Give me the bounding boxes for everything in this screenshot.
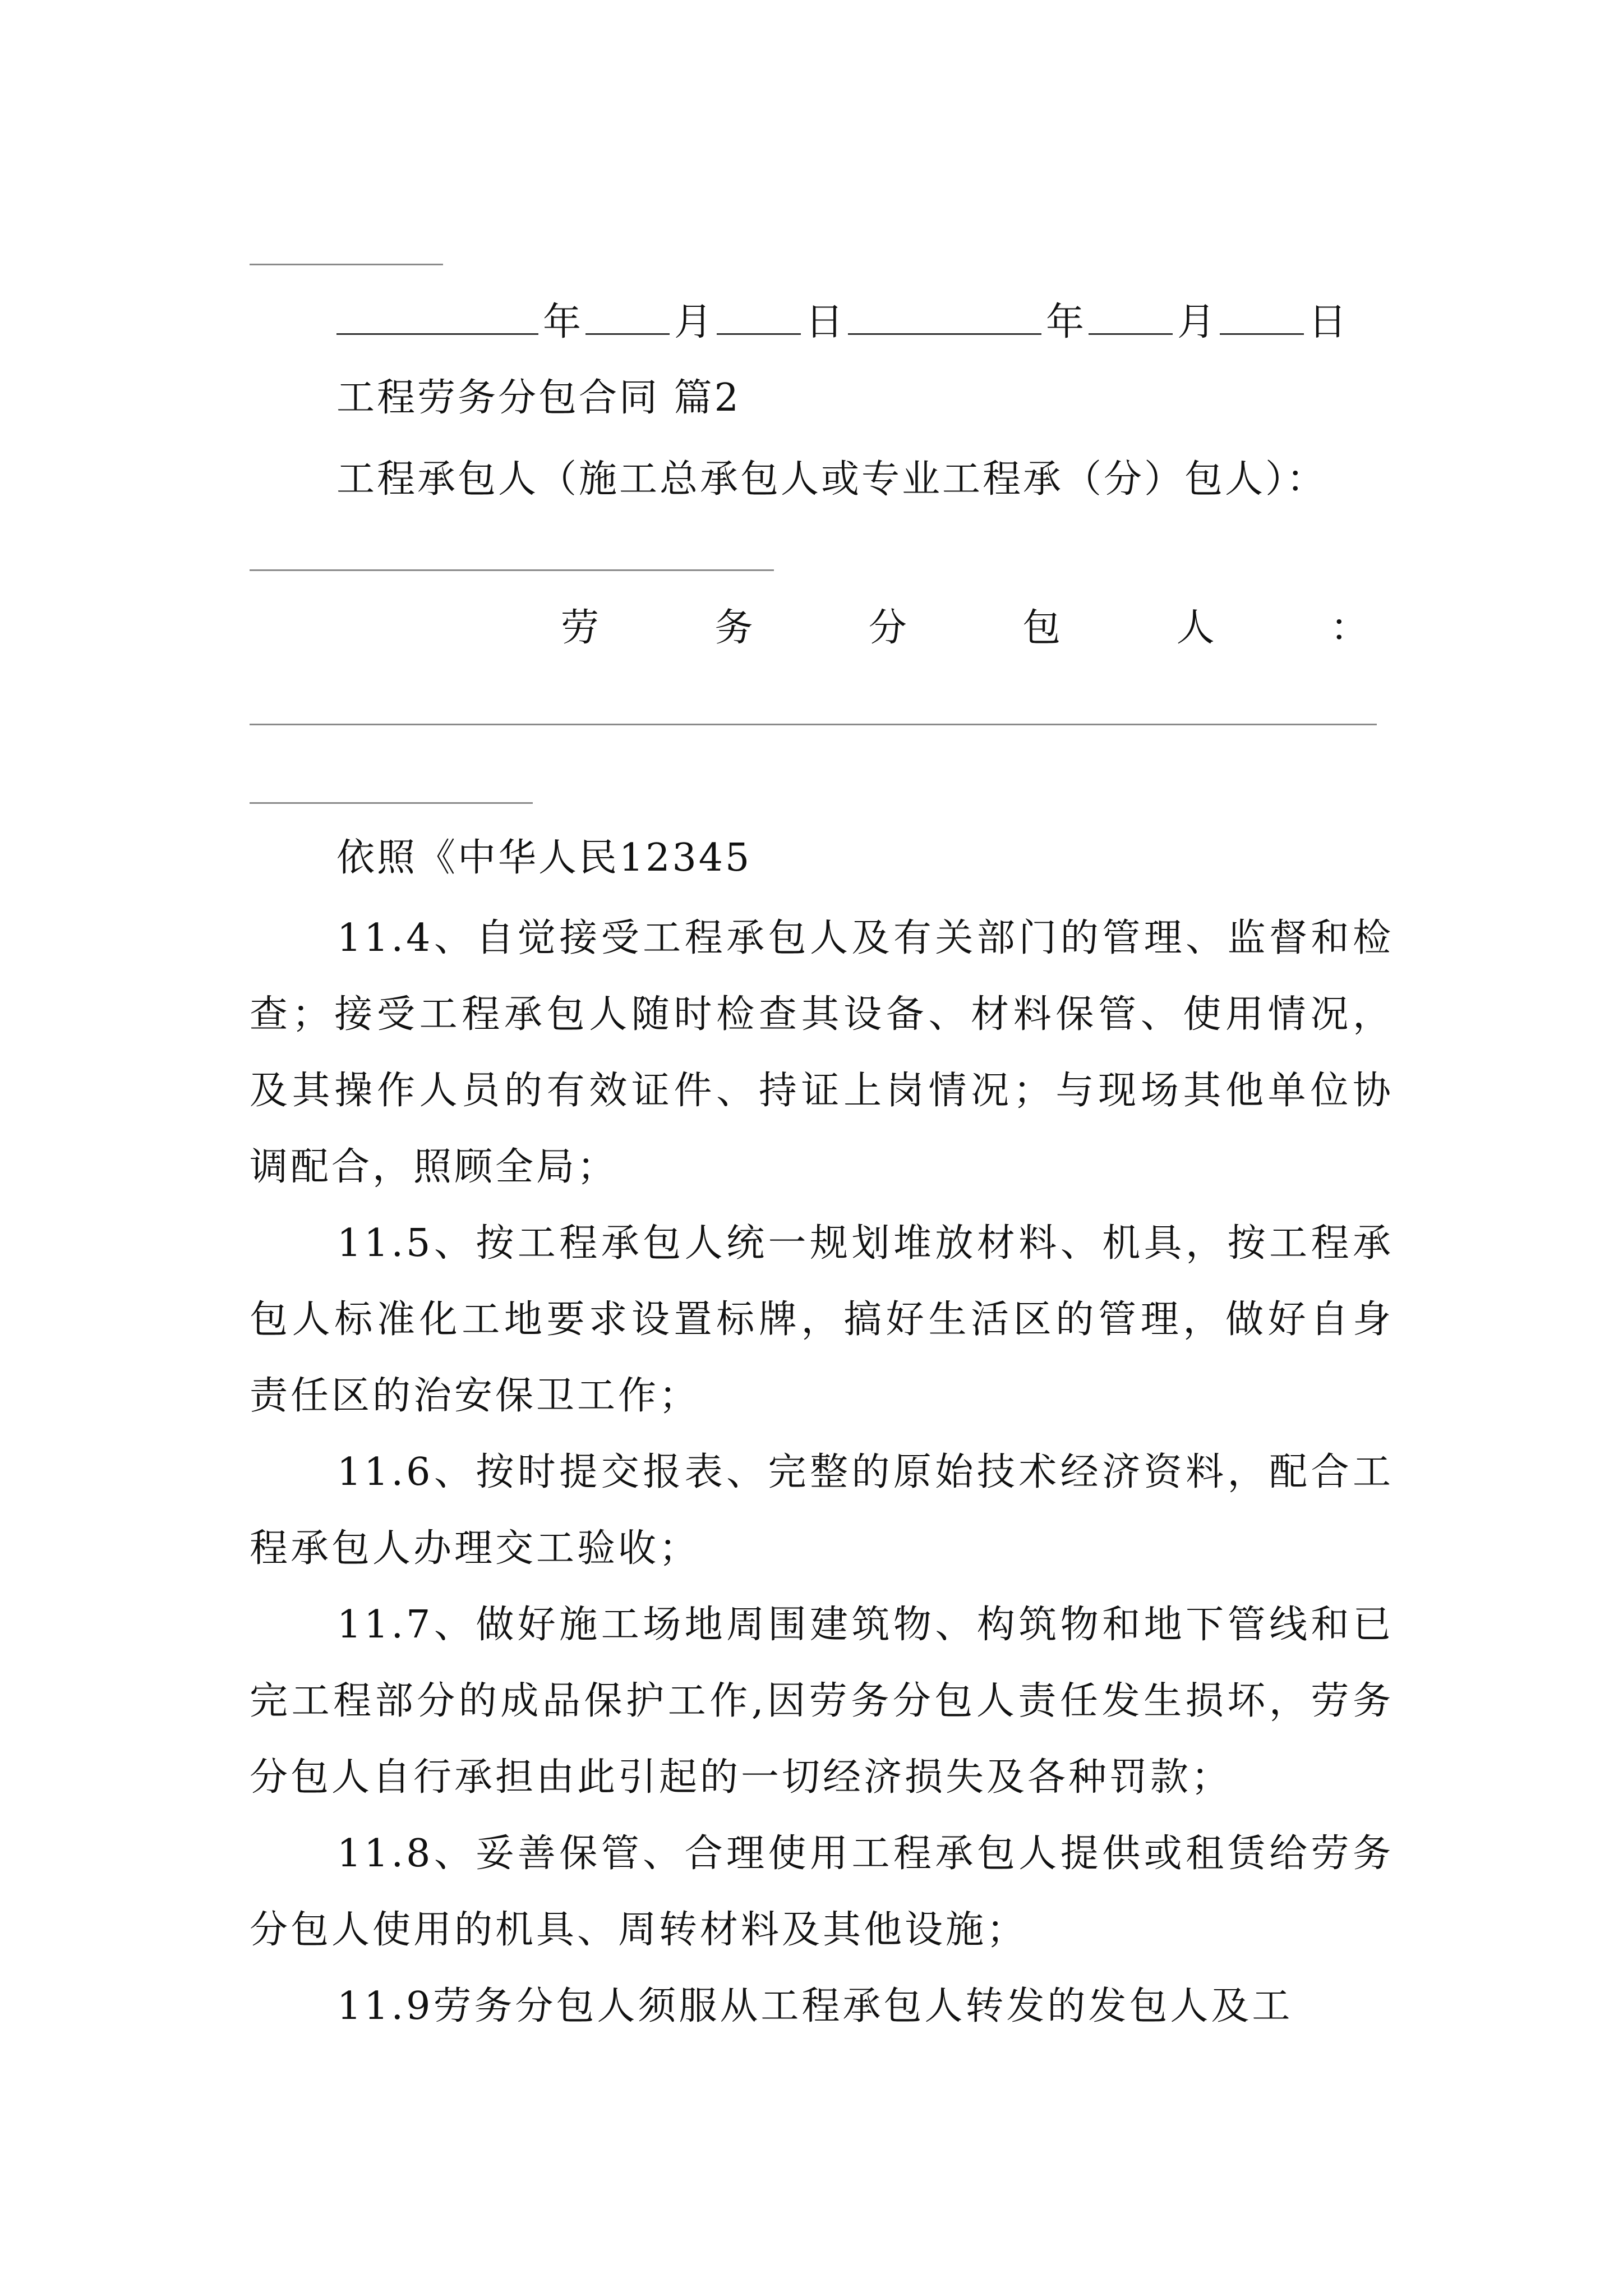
clause-paragraph: 11.5、按工程承包人统一规划堆放材料、机具，按工程承包人标准化工地要求设置标牌，搞好生活区的管理，做好自身责任区的治安保卫工作； bbox=[250, 1221, 1394, 1418]
day-blank-2[interactable] bbox=[1220, 297, 1304, 335]
subcontractor-fill-line[interactable] bbox=[250, 724, 1377, 725]
clause-paragraph: 11.7、做好施工场地周围建筑物、构筑物和地下管线和已完工程部分的成品保护工作,因劳务分包人责任发生损坏，劳务分包人自行承担由此引起的一切经济损失及各种罚款； bbox=[250, 1603, 1394, 1800]
year-label-2: 年 bbox=[1046, 300, 1085, 344]
clause-paragraph: 11.4、自觉接受工程承包人及有关部门的管理、监督和检查；接受工程承包人随时检查其设备、材料保管、使用情况，及其操作人员的有效证件、持证上岗情况；与现场其他单位协调配合，照顾全局； bbox=[250, 916, 1394, 1189]
contract-heading: 工程劳务分包合同 篇2 bbox=[336, 376, 741, 420]
clause-paragraph: 11.9劳务分包人须服从工程承包人转发的发包人及工 bbox=[337, 1984, 1293, 2028]
basis-line: 依照《中华人民12345 bbox=[336, 836, 752, 880]
contractor-label: 工程承包人（施工总承包人或专业工程承（分）包人）： bbox=[336, 457, 1327, 501]
month-label-1: 月 bbox=[674, 300, 713, 344]
date-row bbox=[336, 297, 1351, 345]
body-text bbox=[250, 900, 1394, 2045]
subcontractor-char: 包 bbox=[1022, 606, 1061, 650]
signature-rule-top bbox=[250, 264, 443, 265]
clause-paragraph: 11.6、按时提交报表、完整的原始技术经济资料，配合工程承包人办理交工验收； bbox=[250, 1450, 1394, 1571]
month-blank-1[interactable] bbox=[585, 297, 670, 335]
subcontractor-char: 务 bbox=[714, 606, 753, 650]
day-label-1: 日 bbox=[805, 300, 844, 344]
subcontractor-char: ： bbox=[1330, 606, 1368, 650]
year-blank-2[interactable] bbox=[848, 297, 1041, 335]
month-blank-2[interactable] bbox=[1089, 297, 1173, 335]
month-label-2: 月 bbox=[1177, 300, 1216, 344]
clause-paragraph: 11.8、妥善保管、合理使用工程承包人提供或租赁给劳务分包人使用的机具、周转材料及其他设施； bbox=[250, 1832, 1394, 1952]
year-blank-1[interactable] bbox=[336, 297, 538, 335]
subcontractor-fill-line-short[interactable] bbox=[250, 802, 533, 804]
subcontractor-char: 分 bbox=[868, 606, 907, 650]
contractor-fill-line[interactable] bbox=[250, 569, 774, 571]
subcontractor-label bbox=[561, 606, 1368, 651]
day-label-2: 日 bbox=[1308, 300, 1347, 344]
year-label-1: 年 bbox=[543, 300, 582, 344]
day-blank-1[interactable] bbox=[717, 297, 801, 335]
subcontractor-char: 人 bbox=[1176, 606, 1215, 650]
subcontractor-char: 劳 bbox=[561, 606, 600, 650]
